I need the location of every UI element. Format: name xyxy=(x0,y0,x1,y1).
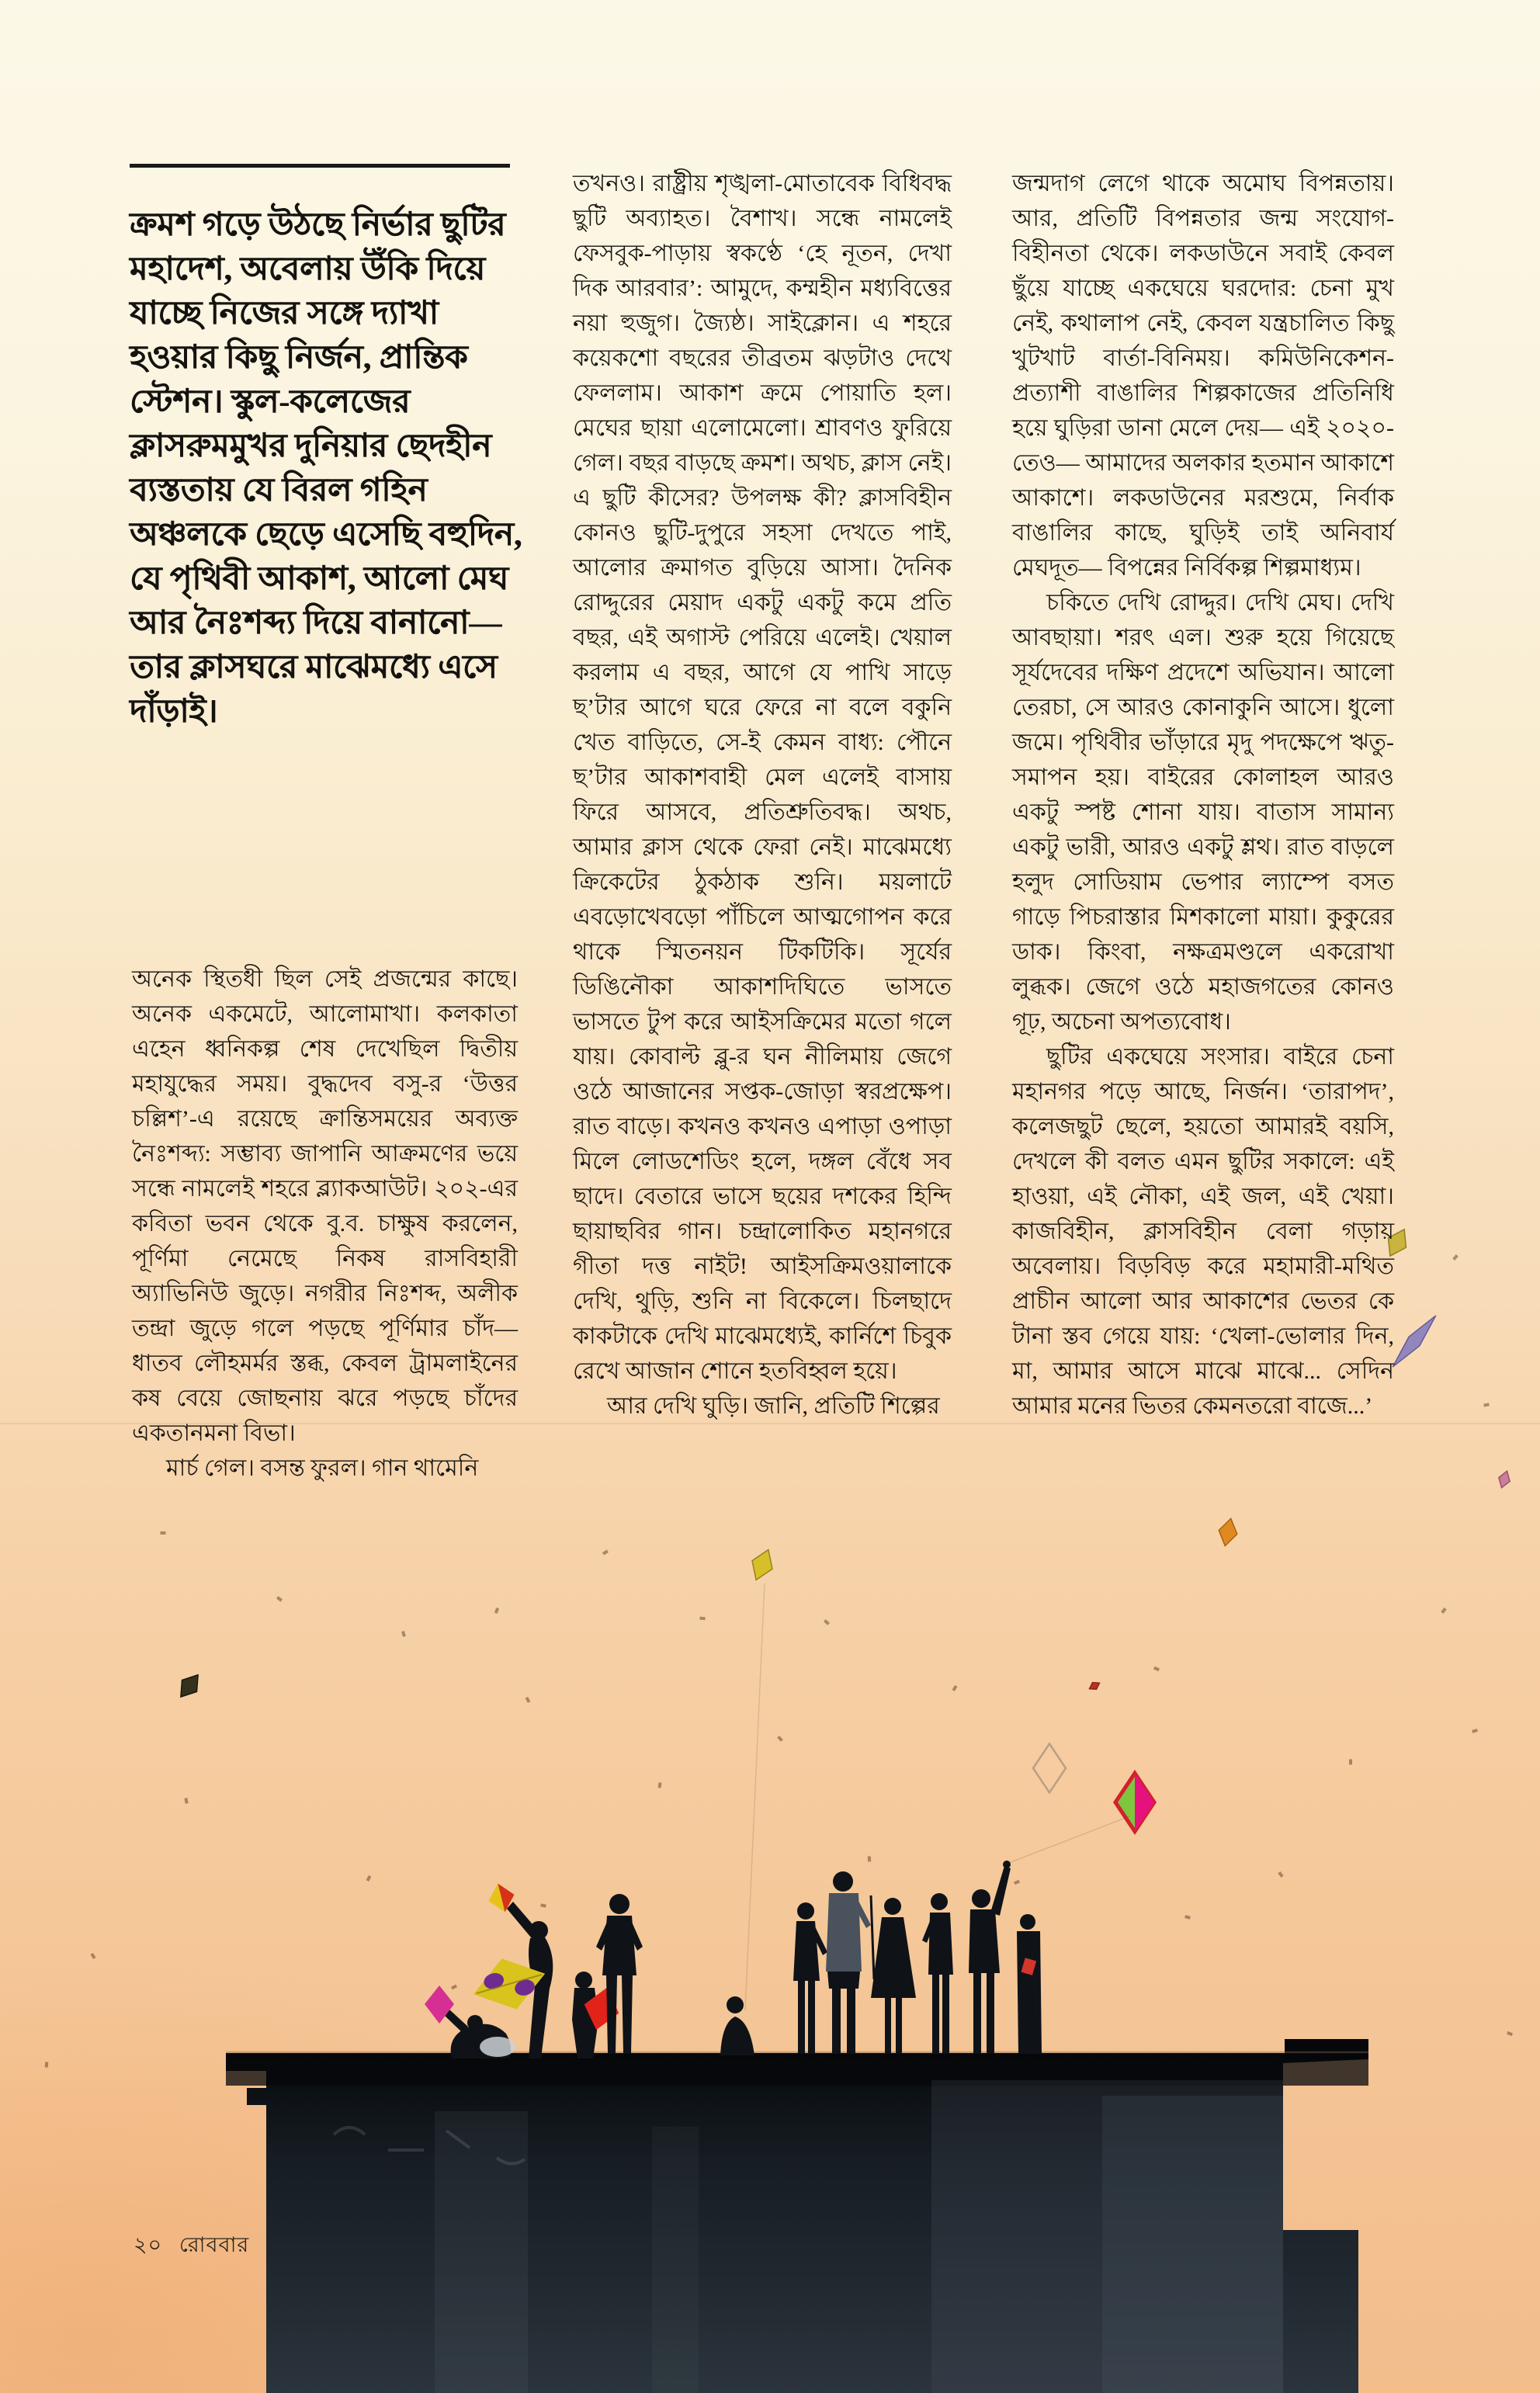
paper-speck xyxy=(401,1631,406,1637)
rooftop-crowd xyxy=(425,1861,1042,2058)
magazine-name: রোববার xyxy=(179,2233,250,2256)
paper-speck xyxy=(451,1985,457,1990)
paper-speck xyxy=(868,1856,872,1861)
paper-speck xyxy=(90,1953,95,1959)
paper-speck xyxy=(1278,1871,1283,1878)
purple-kite-sliver xyxy=(1387,1311,1441,1372)
paragraph: অনেক স্থিতধী ছিল সেই প্রজন্মের কাছে। অনেক একমেটে, আলোমাখা। কলকাতা এহেন ধ্বনিকল্প শেষ দেখেছিল দ্বিতীয় মহাযুদ্ধের সময়। বুদ্ধদেব বসু-র ‘উত্তর চল্লিশ’-এ রয়েছে ক্রান্তিসময়ের অব্যক্ত নৈঃশব্দ্য: সম্ভাব্য জাপানি আক্রমণের ভয়ে সন্ধে নামলেই শহরে ব্ল্যাকআউট। ২০২-এর কবিতা ভবন থেকে বু.ব. চাক্ষুষ করলেন, পূর্ণিমা নেমেছে নিকষ রাসবিহারী অ্যাভিনিউ জুড়ে। নগরীর নিঃশব্দ, অলীক তন্দ্রা জুড়ে গলে পড়ছে পূর্ণিমার চাঁদ— ধাতব লৌহমর্মর স্তব্ধ, কেবল ট্রামলাইনের কষ বেয়ে জোছনায় ঝরে পড়ছে চাঁদের একতানমনা বিভা। xyxy=(132,966,518,1446)
paper-speck xyxy=(1014,1880,1020,1885)
outline-kite xyxy=(1033,1744,1066,1793)
red-paper-scrap xyxy=(1087,1680,1101,1692)
figure-girl-dress xyxy=(871,1898,916,2053)
column-2 xyxy=(573,166,952,1424)
paper-speck xyxy=(494,1607,499,1614)
lede-paragraph: ক্রমশ গড়ে উঠছে নির্ভার ছুটির মহাদেশ, অবেলায় উঁকি দিয়ে যাচ্ছে নিজের সঙ্গে দ্যাখা হওয়ার কিছু নির্জন, প্রান্তিক স্টেশন। স্কুল-কলেজের ক্লাসরুমমুখর দুনিয়ার ছেদহীন ব্যস্ততায় যে বিরল গহিন অঞ্চলকে ছেড়ে এসেছি বহুদিন, যে পৃথিবী আকাশ, আলো মেঘ আর নৈঃশব্দ্য দিয়ে বানানো— তার ক্লাসঘরে মাঝেমধ্যে এসে দাঁড়াই। xyxy=(130,207,522,730)
figure-sitting-boy xyxy=(720,1996,754,2055)
paper-speck xyxy=(602,1549,609,1555)
paper-speck xyxy=(1483,1403,1490,1406)
paper-speck xyxy=(952,1685,957,1691)
paper-speck xyxy=(184,1798,188,1804)
paper-speck xyxy=(366,1875,372,1881)
paper-speck xyxy=(1441,1607,1446,1614)
figure-girl-2 xyxy=(922,1893,953,2053)
paper-speck xyxy=(161,1531,166,1535)
page-footer xyxy=(134,2229,249,2264)
paper-speck xyxy=(45,2062,48,2067)
yellow-kite xyxy=(746,1545,779,1583)
paper-speck xyxy=(1349,1759,1352,1764)
figure-pointing-boy xyxy=(969,1861,1011,2053)
paper-speck xyxy=(699,1617,705,1621)
column-1 xyxy=(132,962,518,1486)
figure-tall-man xyxy=(826,1871,874,2053)
column-3 xyxy=(1012,166,1394,1424)
paragraph: জন্মদাগ লেগে থাকে অমোঘ বিপন্নতায়। আর, প্রতিটি বিপন্নতার জন্ম সংযোগ-বিহীনতা থেকে। লকডাউনে সবাই কেবল ছুঁয়ে যাচ্ছে একঘেয়ে ঘরদোর: চেনা মুখ নেই, কথালাপ নেই, কেবল যন্ত্রচালিত কিছু খুটখাট বার্তা-বিনিময়। কমিউনিকেশন-প্রত্যাশী বাঙালির শিল্পকাজের প্রতিনিধি হয়ে ঘুড়িরা ডানা মেলে দেয়— এই ২০২০-তেও— আমাদের অলকার হতমান আকাশে আকাশে। লকডাউনের মরশুমে, নির্বাক বাঙালির কাছে, ঘুড়িই তাই অনিবার্য মেঘদূত— বিপন্নের নির্বিকল্প শিল্পমাধ্যম। xyxy=(1012,171,1394,581)
paragraph: আর দেখি ঘুড়ি। জানি, প্রতিটি শিল্পের xyxy=(607,1393,940,1419)
paper-speck xyxy=(1153,1666,1160,1672)
fancy-kite xyxy=(1115,1774,1154,1832)
section-rule xyxy=(130,164,510,168)
paper-speck xyxy=(824,1619,830,1625)
orange-kite xyxy=(1216,1517,1240,1548)
paper-speck xyxy=(1184,1915,1191,1920)
paper-speck xyxy=(1507,2031,1513,2036)
paragraph: মার্চ গেল। বসন্ত ফুরল। গান থামেনি xyxy=(166,1455,479,1481)
building xyxy=(226,2039,1368,2393)
paper-speck xyxy=(1452,1254,1458,1261)
paragraph: তখনও। রাষ্ট্রীয় শৃঙ্খলা-মোতাবেক বিধিবদ্ধ ছুটি অব্যাহত। বৈশাখ। সন্ধে নামলেই ফেসবুক-পাড়ায় স্বকণ্ঠে ‘হে নূতন, দেখা দিক আরবার’: আমুদে, কম্মহীন মধ্যবিত্তের নয়া হুজুগ। জ্যৈষ্ঠ। সাইক্লোন। এ শহরে কয়েকশো বছরের তীব্রতম ঝড়টাও দেখে ফেললাম। আকাশ ক্রমে পোয়াতি হল। মেঘের ছায়া এলোমেলো। শ্রাবণও ফুরিয়ে গেল। বছর বাড়ছে ক্রমশ। অথচ, ক্লাস নেই। এ ছুটি কীসের? উপলক্ষ কী? ক্লাসবিহীন কোনও ছুটি-দুপুরে সহসা দেখতে পাই, আলোর ক্রমাগত বুড়িয়ে আসা। দৈনিক রোদ্দুরের মেয়াদ একটু একটু কমে প্রতি বছর, এই অগাস্ট পেরিয়ে এলেই। খেয়াল করলাম এ বছর, আগে যে পাখি সাড়ে ছ’টার আগে ঘরে ফেরে না বলে বকুনি খেত বাড়িতে, সে-ই কেমন বাধ্য: পৌনে ছ’টার আকাশবাহী মেল এলেই বাসায় ফিরে আসবে, প্রতিশ্রুতিবদ্ধ। অথচ, আমার ক্লাস থেকে ফেরা নেই। মাঝেমধ্যে ক্রিকেটের ঠুকঠাক শুনি। ময়লাটে এবড়োখেবড়ো পাঁচিলে আত্মগোপন করে থাকে স্মিতনয়ন টিকটিকি। সূর্যের ডিঙিনৌকা আকাশদিঘিতে ভাসতে ভাসতে টুপ করে আইসক্রিমের মতো গলে যায়। কোবাল্ট ব্লু-র ঘন নীলিমায় জেগে ওঠে আজানের সপ্তক-জোড়া স্বরপ্রক্ষেপ। রাত বাড়ে। কখনও কখনও এপাড়া ওপাড়া মিলে লোডশেডিং হলে, দঙ্গল বেঁধে সব ছাদে। বেতারে ভাসে ছয়ের দশকের হিন্দি ছায়াছবির গান। চন্দ্রালোকিত মহানগরে গীতা দত্ত নাইট! আইসক্রিমওয়ালাকে দেখি, থুড়ি, শুনি না বিকেলে। চিলছাদে কাকটাকে দেখি মাঝেমধ্যেই, কার্নিশে চিবুক রেখে আজান শোনে হতবিহ্বল হয়ে। xyxy=(573,171,952,1384)
paper-speck xyxy=(1472,1729,1478,1733)
paragraph: চকিতে দেখি রোদ্দুর। দেখি মেঘ। দেখি আবছায়া। শরৎ এল। শুরু হয়ে গিয়েছে সূর্যদেবের দক্ষিণ প্রদেশে অভিযান। আলো তেরচা, সে আরও কোনাকুনি আসে। ধুলো জমে। পৃথিবীর ভাঁড়ারে মৃদু পদক্ষেপে ঋতু-সমাপন হয়। বাইরের কোলাহল আরও একটু স্পষ্ট শোনা যায়। বাতাস সামান্য একটু ভারী, আরও একটু শ্লথ। রাত বাড়লে হলুদ সোডিয়াম ভেপার ল্যাম্পে বসত গাড়ে পিচরাস্তার মিশকালো মায়া। কুকুরের ডাক। কিংবা, নক্ষত্রমণ্ডলে একরোখা লুব্ধক। জেগে ওঠে মহাজগতের কোনও গূঢ়, অচেনা অপত্যবোধ। xyxy=(1012,590,1394,1035)
dark-kite xyxy=(173,1669,205,1702)
figure-partial-right xyxy=(1017,1914,1042,2053)
page-number: ২০ xyxy=(134,2233,163,2256)
paper-speck xyxy=(525,1697,531,1703)
paper-speck xyxy=(276,1596,283,1601)
figure-man-hands-on-hips xyxy=(596,1894,643,2053)
paper-speck xyxy=(540,1903,546,1907)
figure-girl-1 xyxy=(793,1902,827,2053)
paper-speck xyxy=(657,1782,661,1788)
paper-speck xyxy=(777,1736,783,1742)
paragraph: ছুটির একঘেয়ে সংসার। বাইরে চেনা মহানগর পড়ে আছে, নির্জন। ‘তারাপদ’, কলেজছুট ছেলে, হয়তো আমারই বয়সি, দেখলে কী বলত এমন ছুটির সকালে: এই হাওয়া, এই নৌকা, এই জল, এই খেয়া। কাজবিহীন, ক্লাসবিহীন বেলা গড়ায় অবেলায়। বিড়বিড় করে মহামারী-মথিত প্রাচীন আলো আর আকাশের ভেতর কে টানা স্তব গেয়ে যায়: ‘খেলা-ভোলার দিন, মা, আমার আসে মাঝে মাঝে... সেদিন আমার মনের ভিতর কেমনতরো বাজে...’ xyxy=(1012,1044,1394,1419)
pink-mini-kite xyxy=(1496,1469,1512,1490)
